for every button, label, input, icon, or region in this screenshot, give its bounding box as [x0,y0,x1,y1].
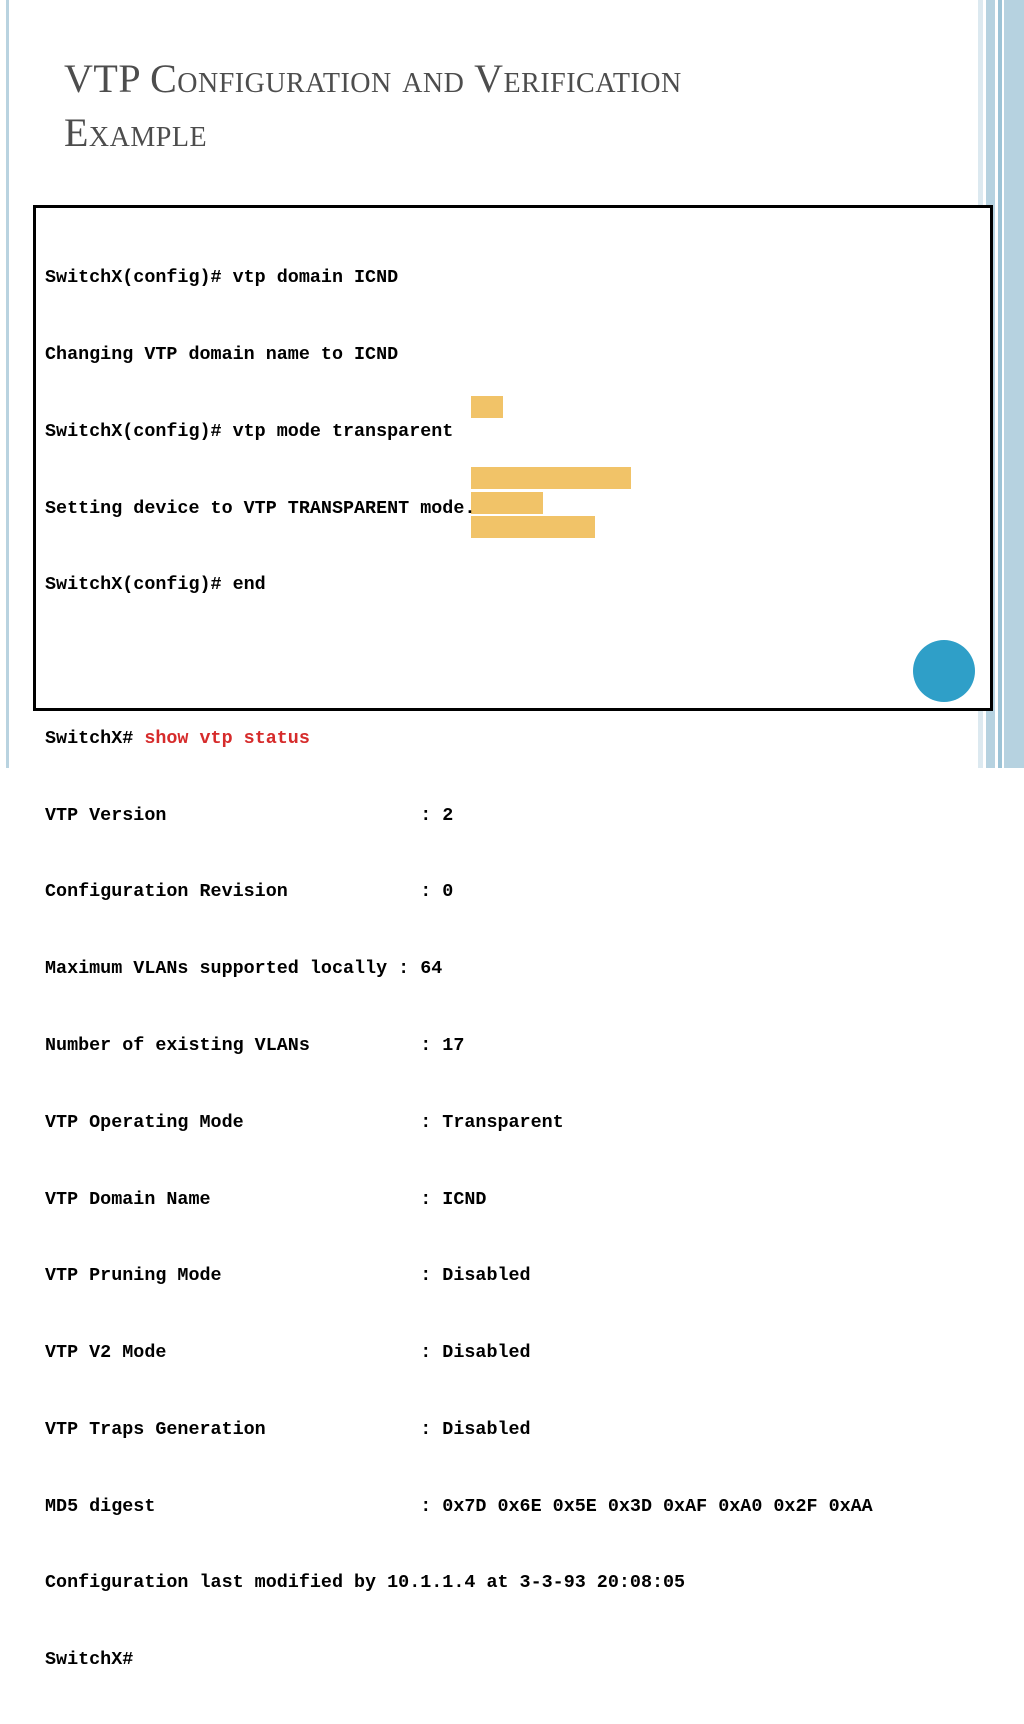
terminal-line: SwitchX(config)# end [45,574,266,596]
terminal-output-box [33,205,993,1671]
terminal-line: Configuration Revision : 0 [45,881,454,903]
terminal-line: VTP Version : 2 [45,804,454,826]
title-line2: Example [64,110,208,155]
terminal-line: SwitchX(config)# vtp domain ICND [45,267,399,289]
left-border-line [6,0,9,768]
terminal-line: Maximum VLANs supported locally : 64 [45,958,443,980]
terminal-line: VTP Operating Mode : Transparent [45,1111,564,1133]
terminal-line: VTP V2 Mode : Disabled [45,1342,531,1364]
terminal-line: SwitchX(config)# vtp mode transparent [45,420,454,442]
show-vtp-status-command: show vtp status [144,727,310,749]
terminal-line: VTP Domain Name : ICND [45,1188,487,1210]
terminal-line: Configuration last modified by 10.1.1.4 at 3-3-93 20:08:05 [45,1572,686,1594]
terminal-blank-line [45,649,873,675]
terminal-line: VTP Pruning Mode : Disabled [45,1265,531,1287]
terminal-line: MD5 digest : 0x7D 0x6E 0x5E 0x3D 0xAF 0xA0 0x2F 0xAA [45,1495,873,1517]
decorative-circle [913,640,975,702]
terminal-line: Changing VTP domain name to ICND [45,343,399,365]
terminal-line: Setting device to VTP TRANSPARENT mode. [45,497,476,519]
title-line1-first: VTP [64,56,151,101]
terminal-command-line [45,726,873,752]
terminal-prompt: SwitchX# [45,727,145,749]
title-line1-rest: Configuration and Verification [150,56,682,101]
terminal-text [45,214,873,1724]
terminal-line: VTP Traps Generation : Disabled [45,1418,531,1440]
terminal-line: Number of existing VLANs : 17 [45,1035,465,1056]
slide-title [64,52,964,160]
terminal-line: SwitchX# [45,1649,134,1671]
